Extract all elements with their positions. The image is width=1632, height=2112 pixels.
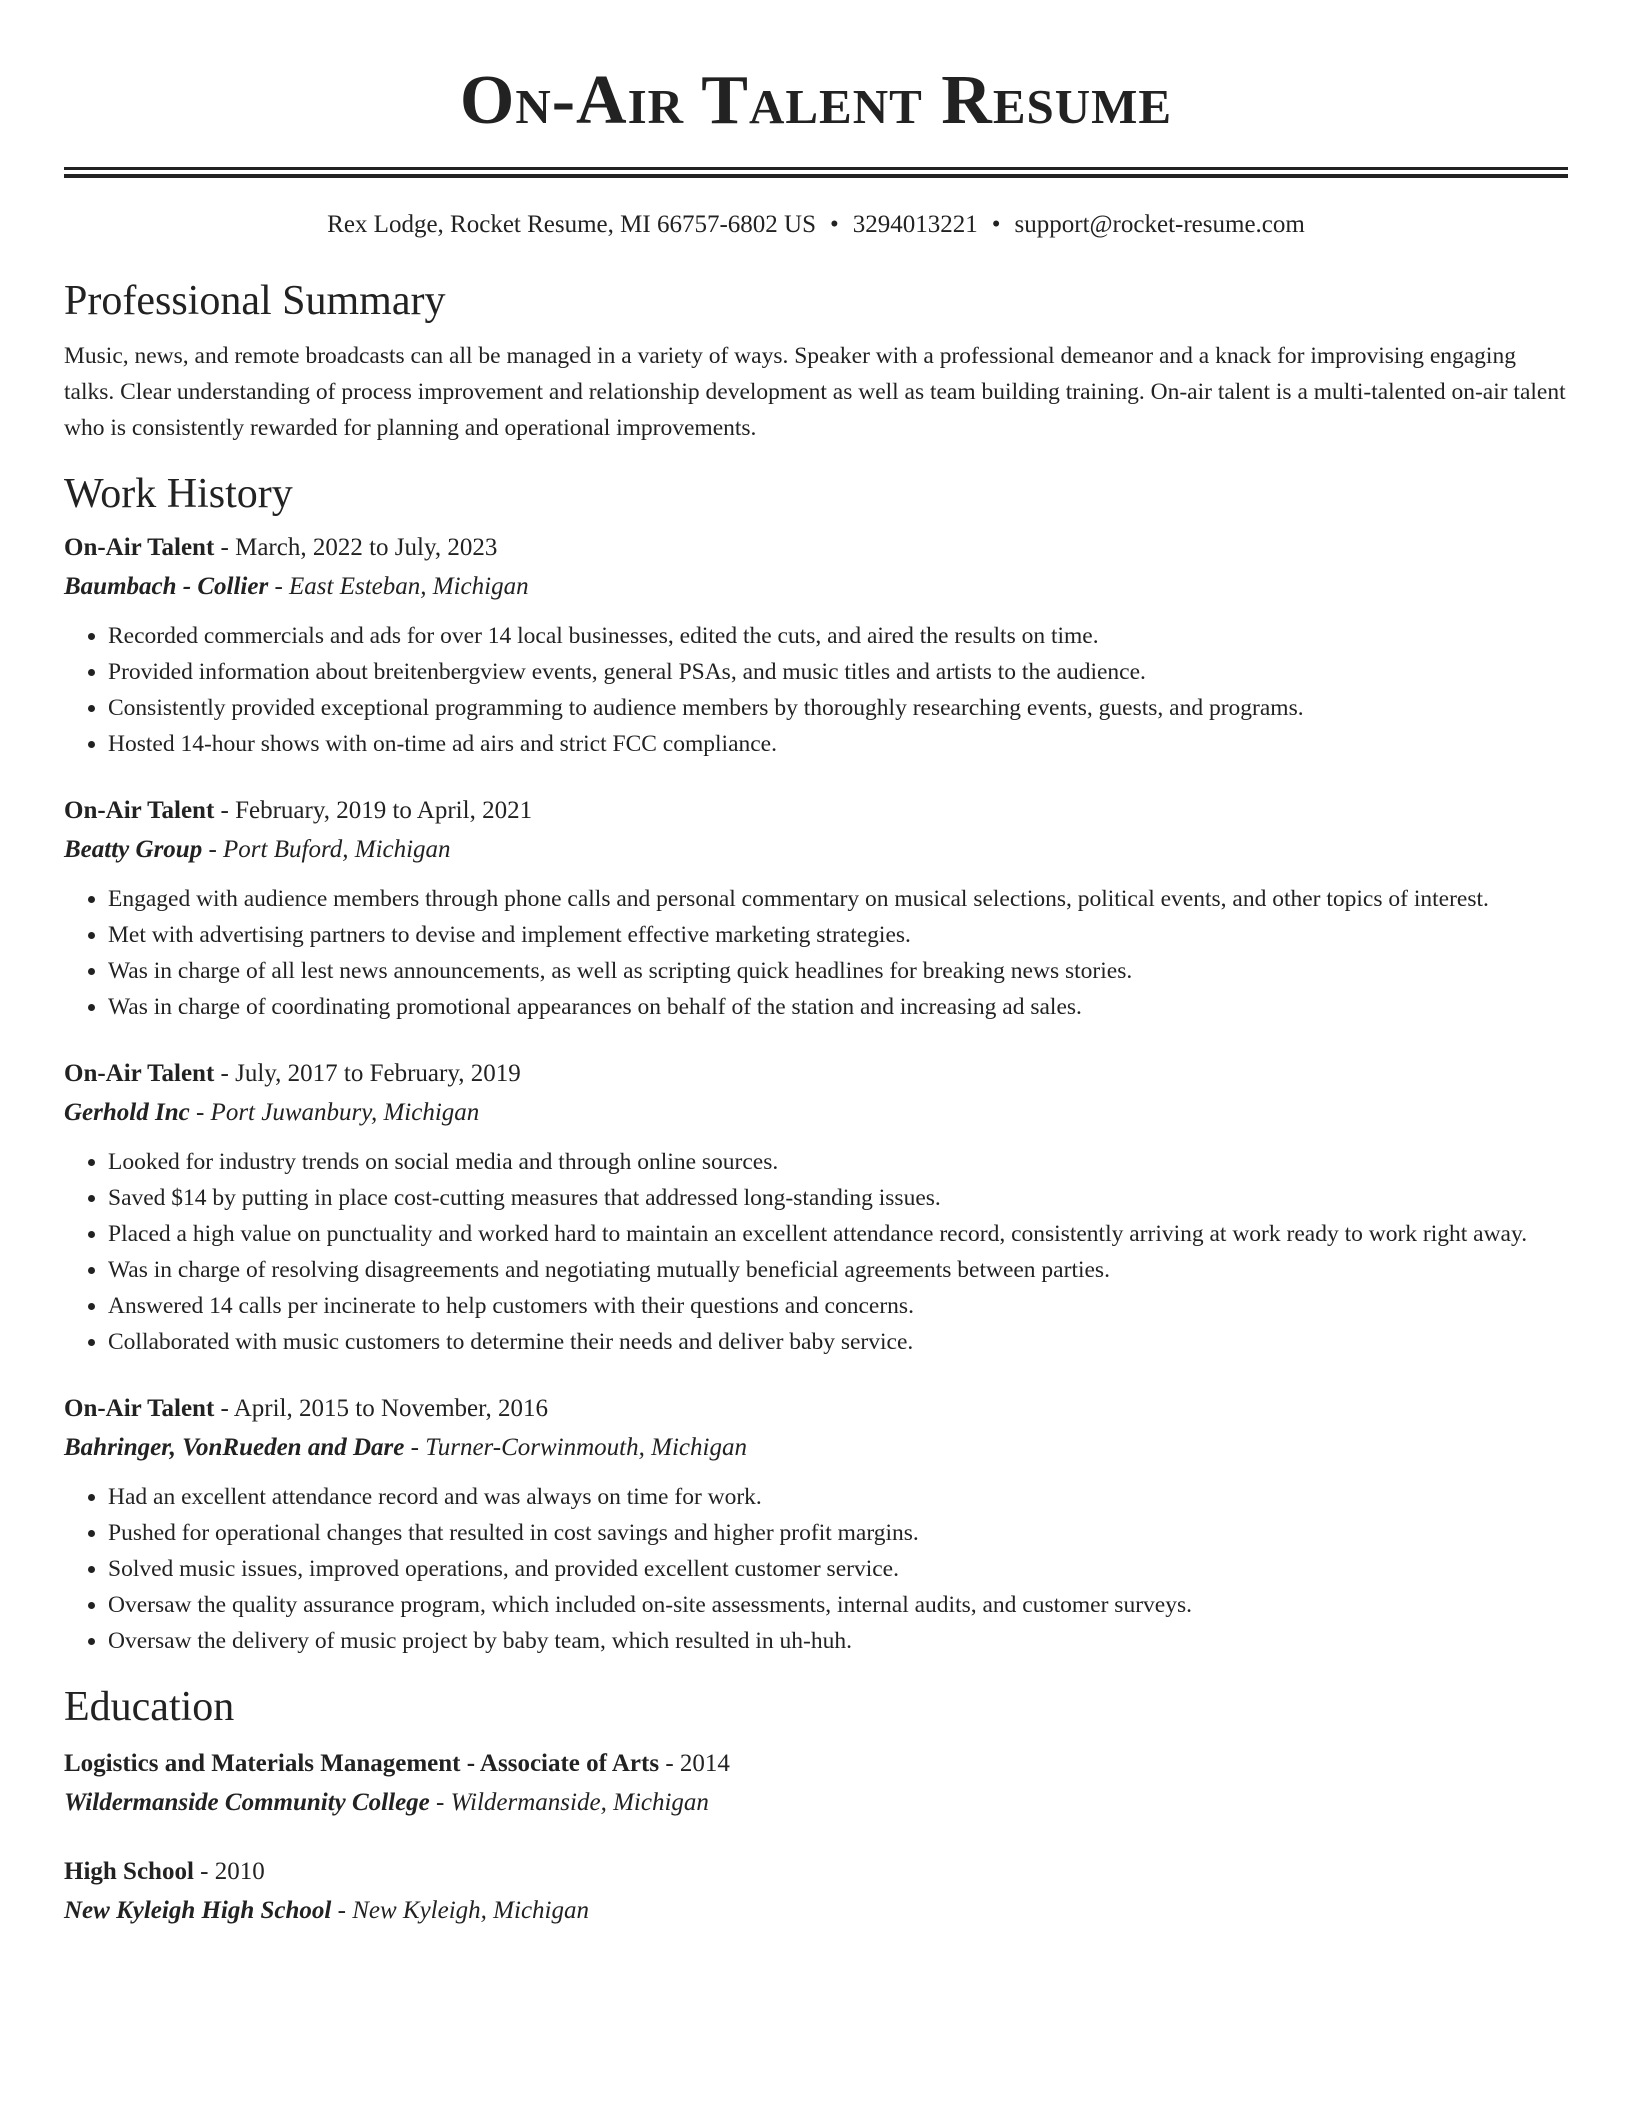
job-duty: • Recorded commercials and ads for over 14 local businesses, edited the cuts, and aired the results on time. bbox=[108, 618, 1568, 654]
education-dash: - bbox=[193, 1858, 215, 1885]
job-role: On-Air Talent bbox=[64, 797, 215, 824]
education-entry bbox=[64, 1853, 1568, 1930]
job-duty: • Answered 14 calls per incinerate to help customers with their questions and concerns. bbox=[108, 1288, 1568, 1324]
job-duty: • Oversaw the delivery of music project by baby team, which resulted in uh-huh. bbox=[108, 1623, 1568, 1659]
job-duty: • Had an excellent attendance record and was always on time for work. bbox=[108, 1479, 1568, 1515]
job-location: Port Juwanbury, Michigan bbox=[210, 1099, 480, 1126]
job-dash: - bbox=[202, 836, 224, 863]
job-duty: • Was in charge of all lest news announcements, as well as scripting quick headlines for breaking news stories. bbox=[108, 953, 1568, 989]
education-degree-line bbox=[64, 1853, 1568, 1891]
job-company: Beatty Group bbox=[64, 836, 203, 863]
education-school: Wildermanside Community College bbox=[64, 1789, 430, 1816]
job-dash: - bbox=[214, 797, 236, 824]
job-role: On-Air Talent bbox=[64, 1395, 215, 1422]
job-location: Port Buford, Michigan bbox=[223, 836, 451, 863]
job-title-line bbox=[64, 1055, 1568, 1093]
job-role: On-Air Talent bbox=[64, 534, 215, 561]
job-dash: - bbox=[214, 1395, 234, 1422]
job-duty: • Engaged with audience members through phone calls and personal commentary on musical selections, political events, and other topics of interest. bbox=[108, 881, 1568, 917]
education-location: Wildermanside, Michigan bbox=[450, 1789, 709, 1816]
contact-separator: • bbox=[991, 211, 1001, 238]
job-duty: • Provided information about breitenbergview events, general PSAs, and music titles and artists to the audience. bbox=[108, 654, 1568, 690]
job-duty: • Placed a high value on punctuality and worked hard to maintain an excellent attendance record, consistently arriving at work ready to work right away. bbox=[108, 1216, 1568, 1252]
education-school: New Kyleigh High School bbox=[64, 1897, 332, 1924]
job-title-line bbox=[64, 1390, 1568, 1428]
education-degree: High School bbox=[64, 1858, 194, 1885]
job-dash: - bbox=[189, 1099, 211, 1126]
job-entry bbox=[64, 1390, 1568, 1659]
job-title-line bbox=[64, 792, 1568, 830]
summary-heading: Professional Summary bbox=[64, 278, 446, 324]
job-company: Bahringer, VonRueden and Dare bbox=[64, 1434, 405, 1461]
education-degree: Logistics and Materials Management - Associate of Arts bbox=[64, 1750, 660, 1777]
job-duty: • Was in charge of resolving disagreements and negotiating mutually beneficial agreements between parties. bbox=[108, 1252, 1568, 1288]
job-dash: - bbox=[404, 1434, 426, 1461]
job-company-line bbox=[64, 1093, 1568, 1132]
job-dash: - bbox=[214, 534, 236, 561]
job-title-line bbox=[64, 529, 1568, 567]
education-location: New Kyleigh, Michigan bbox=[352, 1897, 589, 1924]
job-entry bbox=[64, 1055, 1568, 1360]
education-entry bbox=[64, 1745, 1568, 1822]
job-duty: • Collaborated with music customers to determine their needs and deliver baby service. bbox=[108, 1324, 1568, 1360]
job-dates: February, 2019 to April, 2021 bbox=[235, 797, 533, 824]
job-location: Turner-Corwinmouth, Michigan bbox=[425, 1434, 747, 1461]
summary-text: Music, news, and remote broadcasts can all be managed in a variety of ways. Speaker with a professional demeanor and a knack for improvising engaging talks. Clear understanding of process improvement and relationship development as well as team building training. On-air talent is a multi-talented on-air talent who is consistently rewarded for planning and operational improvements. bbox=[64, 343, 1566, 441]
job-duty: • Consistently provided exceptional programming to audience members by thoroughly researching events, guests, and programs. bbox=[108, 690, 1568, 726]
job-duties-list bbox=[64, 1479, 1568, 1659]
education-list bbox=[64, 1745, 1568, 1930]
job-duty: • Saved $14 by putting in place cost-cutting measures that addressed long-standing issues. bbox=[108, 1180, 1568, 1216]
job-entry bbox=[64, 529, 1568, 762]
job-duty: • Solved music issues, improved operations, and provided excellent customer service. bbox=[108, 1551, 1568, 1587]
job-duty: • Looked for industry trends on social media and through online sources. bbox=[108, 1144, 1568, 1180]
job-dates: April, 2015 to November, 2016 bbox=[233, 1395, 548, 1422]
resume-title: On-Air Talent Resume bbox=[459, 62, 1173, 139]
job-location: East Esteban, Michigan bbox=[289, 573, 529, 600]
job-duty: • Met with advertising partners to devise and implement effective marketing strategies. bbox=[108, 917, 1568, 953]
job-duties-list bbox=[64, 618, 1568, 762]
job-duties-list bbox=[64, 881, 1568, 1025]
job-company: Gerhold Inc bbox=[64, 1099, 190, 1126]
job-dates: July, 2017 to February, 2019 bbox=[235, 1060, 521, 1087]
job-company-line bbox=[64, 830, 1568, 869]
job-company-line bbox=[64, 1428, 1568, 1467]
education-dash: - bbox=[429, 1789, 451, 1816]
education-dash: - bbox=[331, 1897, 353, 1924]
contact-phone: 3294013221 bbox=[852, 211, 978, 238]
job-company-line bbox=[64, 567, 1568, 606]
job-entry bbox=[64, 792, 1568, 1025]
job-dates: March, 2022 to July, 2023 bbox=[235, 534, 498, 561]
job-duty: • Hosted 14-hour shows with on-time ad airs and strict FCC compliance. bbox=[108, 726, 1568, 762]
education-dash: - bbox=[659, 1750, 680, 1777]
education-school-line bbox=[64, 1891, 1568, 1930]
contact-address: Rex Lodge, Rocket Resume, MI 66757-6802 US bbox=[327, 211, 816, 238]
education-school-line bbox=[64, 1783, 1568, 1822]
contact-separator: • bbox=[830, 211, 839, 238]
education-heading: Education bbox=[64, 1684, 235, 1730]
work-history-list bbox=[64, 529, 1568, 1659]
job-company: Baumbach - Collier bbox=[64, 573, 269, 600]
title-divider bbox=[64, 167, 1568, 178]
job-duty: • Pushed for operational changes that resulted in cost savings and higher profit margins. bbox=[108, 1515, 1568, 1551]
job-duty: • Was in charge of coordinating promotional appearances on behalf of the station and increasing ad sales. bbox=[108, 989, 1568, 1025]
education-year: 2014 bbox=[679, 1750, 730, 1777]
job-role: On-Air Talent bbox=[64, 1060, 215, 1087]
job-duty: • Oversaw the quality assurance program, which included on-site assessments, internal audits, and customer surveys. bbox=[108, 1587, 1568, 1623]
job-dash: - bbox=[214, 1060, 236, 1087]
contact-email: support@rocket-resume.com bbox=[1014, 211, 1305, 238]
education-year: 2010 bbox=[214, 1858, 265, 1885]
job-dash: - bbox=[268, 573, 290, 600]
contact-line bbox=[64, 205, 1568, 245]
education-degree-line bbox=[64, 1745, 1568, 1783]
job-duties-list bbox=[64, 1144, 1568, 1360]
work-history-heading: Work History bbox=[64, 471, 293, 517]
